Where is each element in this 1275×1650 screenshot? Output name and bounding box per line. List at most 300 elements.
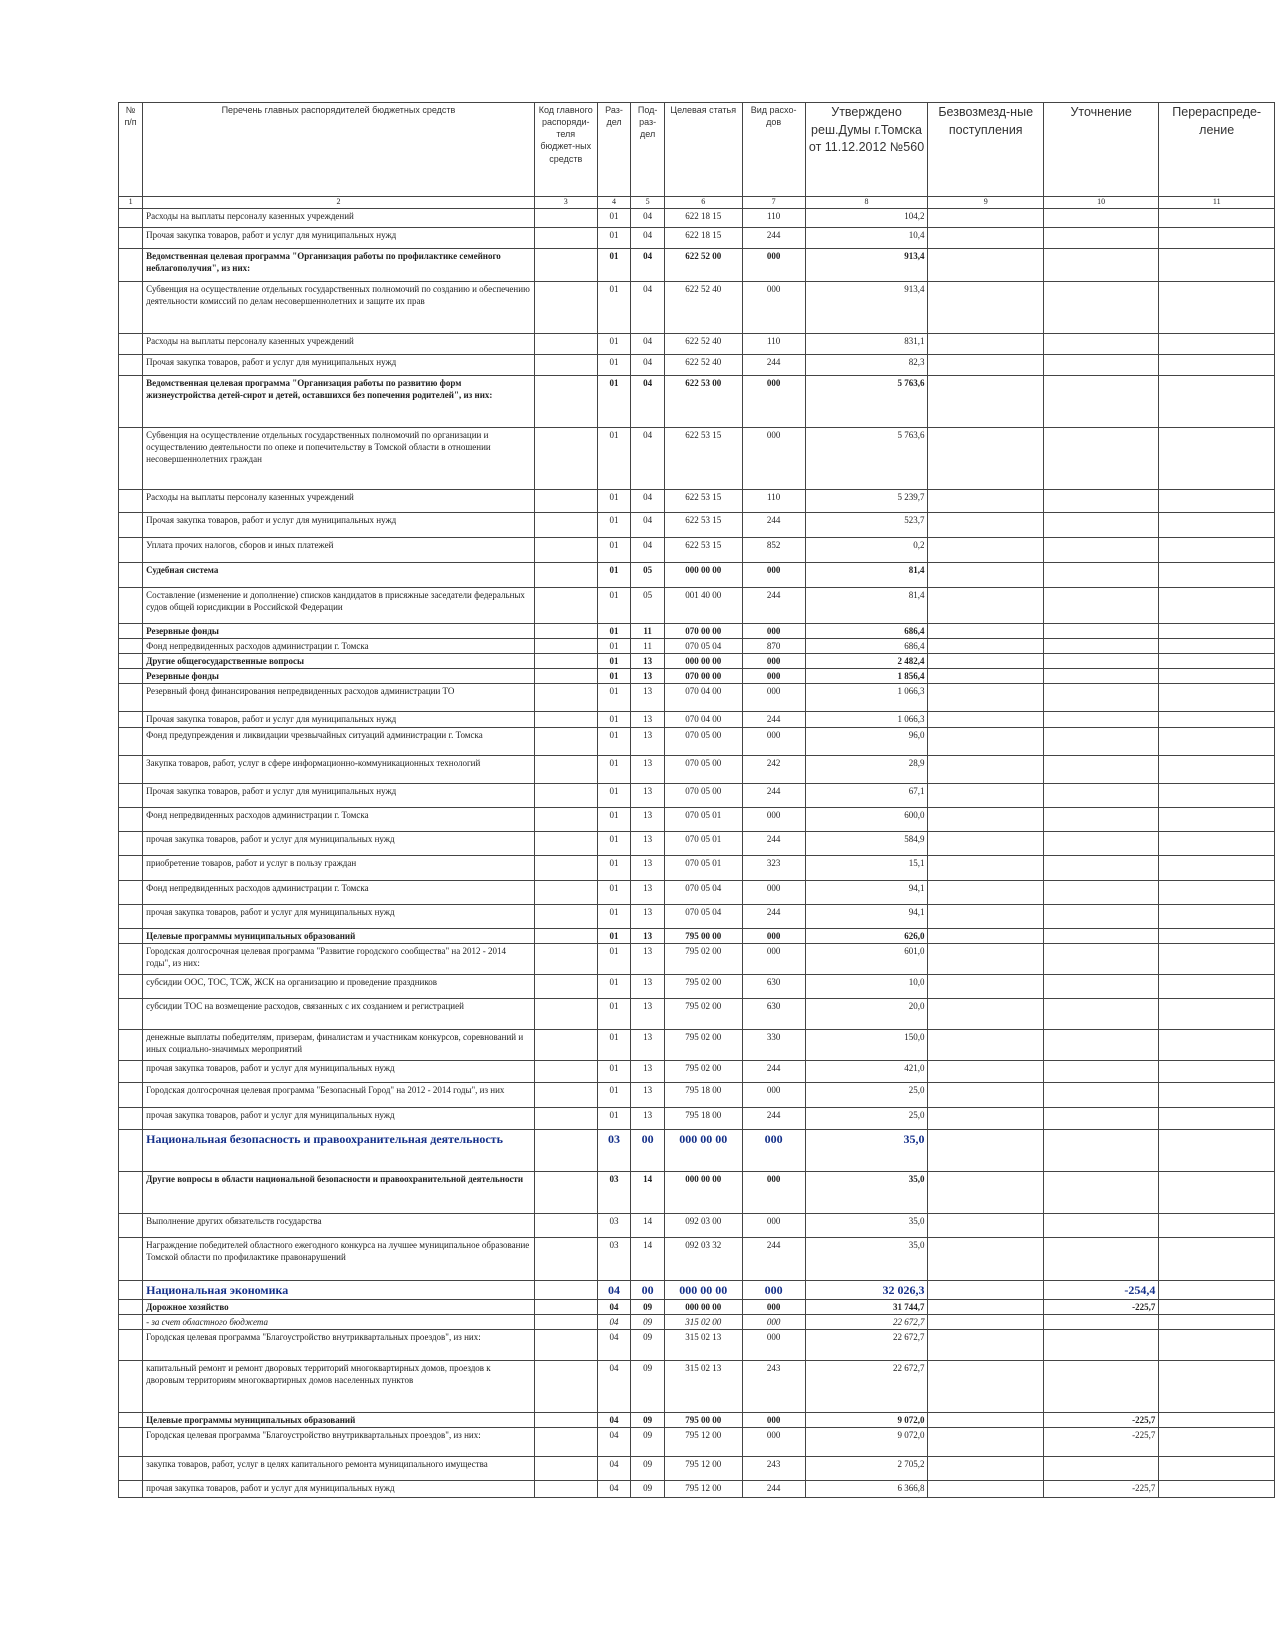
row-gratuitous-cell <box>928 427 1043 489</box>
column-number-row <box>119 197 1275 209</box>
row-clarification-cell <box>1043 943 1158 974</box>
row-name-cell: прочая закупка товаров, работ и услуг для муниципальных нужд <box>143 1107 535 1129</box>
row-razdel-cell: 04 <box>597 1457 631 1481</box>
row-clarification-cell <box>1043 1457 1158 1481</box>
row-expense-type-cell: 000 <box>742 1213 805 1237</box>
row-num-cell <box>119 512 143 537</box>
row-gratuitous-cell <box>928 943 1043 974</box>
row-gratuitous-cell <box>928 1299 1043 1314</box>
row-redistribution-cell <box>1159 1060 1275 1082</box>
row-redistribution-cell <box>1159 1481 1275 1498</box>
row-razdel-cell: 01 <box>597 638 631 653</box>
table-row <box>119 1457 1275 1481</box>
table-row <box>119 807 1275 831</box>
row-redistribution-cell <box>1159 1082 1275 1107</box>
row-target-cell: 070 00 00 <box>664 669 742 684</box>
row-redistribution-cell <box>1159 1299 1275 1314</box>
row-num-cell <box>119 354 143 375</box>
row-code-cell <box>534 1029 597 1060</box>
row-code-cell <box>534 943 597 974</box>
row-expense-type-cell: 000 <box>742 1428 805 1457</box>
row-podrazdel-cell: 13 <box>631 1107 665 1129</box>
row-target-cell: 795 02 00 <box>664 1029 742 1060</box>
row-razdel-cell: 04 <box>597 1481 631 1498</box>
row-code-cell <box>534 489 597 512</box>
row-expense-type-cell: 000 <box>742 880 805 904</box>
table-row <box>119 1237 1275 1280</box>
row-podrazdel-cell: 04 <box>631 489 665 512</box>
row-clarification-cell <box>1043 684 1158 712</box>
row-code-cell <box>534 587 597 623</box>
row-name-cell: Расходы на выплаты персоналу казенных учреждений <box>143 489 535 512</box>
row-approved-cell: 1 856,4 <box>805 669 928 684</box>
row-approved-cell: 82,3 <box>805 354 928 375</box>
row-expense-type-cell: 323 <box>742 855 805 880</box>
row-gratuitous-cell <box>928 562 1043 587</box>
row-target-cell: 315 02 13 <box>664 1361 742 1413</box>
row-expense-type-cell: 000 <box>742 1330 805 1361</box>
row-name-cell: Выполнение других обязательств государства <box>143 1213 535 1237</box>
row-num-cell <box>119 1330 143 1361</box>
row-gratuitous-cell <box>928 654 1043 669</box>
header-approved: Утверждено реш.Думы г.Томска от 11.12.2012 №560 <box>805 103 928 197</box>
row-num-cell <box>119 712 143 727</box>
row-code-cell <box>534 855 597 880</box>
row-num-cell <box>119 1129 143 1171</box>
row-podrazdel-cell: 11 <box>631 638 665 653</box>
row-target-cell: 795 12 00 <box>664 1481 742 1498</box>
row-gratuitous-cell <box>928 1361 1043 1413</box>
row-podrazdel-cell: 14 <box>631 1237 665 1280</box>
row-clarification-cell <box>1043 333 1158 354</box>
row-podrazdel-cell: 13 <box>631 998 665 1029</box>
row-name-cell: прочая закупка товаров, работ и услуг для муниципальных нужд <box>143 831 535 855</box>
row-clarification-cell: -225,7 <box>1043 1481 1158 1498</box>
row-name-cell: прочая закупка товаров, работ и услуг для муниципальных нужд <box>143 1481 535 1498</box>
table-row <box>119 998 1275 1029</box>
row-code-cell <box>534 712 597 727</box>
row-target-cell: 070 05 04 <box>664 880 742 904</box>
row-clarification-cell <box>1043 248 1158 281</box>
row-name-cell: Фонд непредвиденных расходов администрации г. Томска <box>143 880 535 904</box>
row-code-cell <box>534 281 597 333</box>
row-expense-type-cell: 000 <box>742 928 805 943</box>
row-clarification-cell <box>1043 1361 1158 1413</box>
row-clarification-cell <box>1043 281 1158 333</box>
row-podrazdel-cell: 09 <box>631 1361 665 1413</box>
row-razdel-cell: 01 <box>597 227 631 248</box>
table-row <box>119 281 1275 333</box>
row-approved-cell: 523,7 <box>805 512 928 537</box>
row-gratuitous-cell <box>928 669 1043 684</box>
row-clarification-cell <box>1043 512 1158 537</box>
row-podrazdel-cell: 13 <box>631 1082 665 1107</box>
row-clarification-cell <box>1043 587 1158 623</box>
row-redistribution-cell <box>1159 562 1275 587</box>
row-expense-type-cell: 000 <box>742 1129 805 1171</box>
header-gratuitous: Безвозмезд-ные поступления <box>928 103 1043 197</box>
row-approved-cell: 22 672,7 <box>805 1361 928 1413</box>
row-expense-type-cell: 244 <box>742 783 805 807</box>
row-target-cell: 070 04 00 <box>664 712 742 727</box>
row-num-cell <box>119 1171 143 1213</box>
row-approved-cell: 35,0 <box>805 1171 928 1213</box>
row-name-cell: капитальный ремонт и ремонт дворовых территорий многоквартирных домов, проездов к дворовым территориям многоквартирных домов населенных пунктов <box>143 1361 535 1413</box>
header-redistribution: Перераспреде-ление <box>1159 103 1275 197</box>
table-row <box>119 623 1275 638</box>
row-code-cell <box>534 248 597 281</box>
row-name-cell: Субвенция на осуществление отдельных государственных полномочий по созданию и обеспечению деятельности комиссий по делам несовершеннолетних и защите их прав <box>143 281 535 333</box>
row-approved-cell: 104,2 <box>805 208 928 227</box>
row-gratuitous-cell <box>928 712 1043 727</box>
row-name-cell: Фонд предупреждения и ликвидации чрезвычайных ситуаций администрации г. Томска <box>143 727 535 755</box>
row-clarification-cell <box>1043 1029 1158 1060</box>
row-podrazdel-cell: 09 <box>631 1413 665 1428</box>
row-gratuitous-cell <box>928 227 1043 248</box>
table-row <box>119 783 1275 807</box>
row-target-cell: 070 05 04 <box>664 904 742 928</box>
table-row <box>119 831 1275 855</box>
row-num-cell <box>119 880 143 904</box>
row-expense-type-cell: 000 <box>742 669 805 684</box>
row-gratuitous-cell <box>928 638 1043 653</box>
row-name-cell: Прочая закупка товаров, работ и услуг для муниципальных нужд <box>143 783 535 807</box>
row-podrazdel-cell: 05 <box>631 587 665 623</box>
row-target-cell: 070 05 00 <box>664 755 742 783</box>
row-code-cell <box>534 1299 597 1314</box>
row-num-cell <box>119 1107 143 1129</box>
row-name-cell: Другие вопросы в области национальной безопасности и правоохранительной деятельности <box>143 1171 535 1213</box>
row-approved-cell: 32 026,3 <box>805 1280 928 1299</box>
row-clarification-cell <box>1043 1213 1158 1237</box>
row-name-cell: Ведомственная целевая программа "Организация работы по профилактике семейного неблагополучия", из них: <box>143 248 535 281</box>
row-approved-cell: 2 705,2 <box>805 1457 928 1481</box>
row-razdel-cell: 04 <box>597 1299 631 1314</box>
header-clarification: Уточнение <box>1043 103 1158 197</box>
row-code-cell <box>534 684 597 712</box>
row-redistribution-cell <box>1159 1129 1275 1171</box>
row-podrazdel-cell: 04 <box>631 537 665 562</box>
row-target-cell: 000 00 00 <box>664 1299 742 1314</box>
row-num-cell <box>119 587 143 623</box>
row-code-cell <box>534 831 597 855</box>
row-redistribution-cell <box>1159 998 1275 1029</box>
table-row <box>119 974 1275 998</box>
row-target-cell: 622 52 40 <box>664 333 742 354</box>
row-gratuitous-cell <box>928 281 1043 333</box>
row-num-cell <box>119 1029 143 1060</box>
header-podrazdel: Под-раз-дел <box>631 103 665 197</box>
row-expense-type-cell: 244 <box>742 512 805 537</box>
row-name-cell: Резервный фонд финансирования непредвиденных расходов администрации ТО <box>143 684 535 712</box>
table-row <box>119 537 1275 562</box>
row-gratuitous-cell <box>928 1280 1043 1299</box>
row-redistribution-cell <box>1159 904 1275 928</box>
table-row <box>119 1129 1275 1171</box>
row-num-cell <box>119 943 143 974</box>
row-name-cell: Другие общегосударственные вопросы <box>143 654 535 669</box>
row-expense-type-cell: 000 <box>742 1280 805 1299</box>
row-num-cell <box>119 427 143 489</box>
row-target-cell: 000 00 00 <box>664 562 742 587</box>
row-expense-type-cell: 244 <box>742 904 805 928</box>
budget-table <box>118 102 1275 1498</box>
row-razdel-cell: 01 <box>597 281 631 333</box>
row-podrazdel-cell: 13 <box>631 712 665 727</box>
row-approved-cell: 25,0 <box>805 1107 928 1129</box>
row-num-cell <box>119 375 143 427</box>
row-name-cell: Составление (изменение и дополнение) списков кандидатов в присяжные заседатели федеральных судов общей юрисдикции в Российской Федерации <box>143 587 535 623</box>
row-razdel-cell: 04 <box>597 1314 631 1329</box>
row-podrazdel-cell: 13 <box>631 654 665 669</box>
row-gratuitous-cell <box>928 1171 1043 1213</box>
row-redistribution-cell <box>1159 1413 1275 1428</box>
row-clarification-cell <box>1043 1129 1158 1171</box>
row-podrazdel-cell: 09 <box>631 1481 665 1498</box>
row-clarification-cell <box>1043 928 1158 943</box>
row-code-cell <box>534 783 597 807</box>
table-row <box>119 1413 1275 1428</box>
row-name-cell: Фонд непредвиденных расходов администрации г. Томска <box>143 807 535 831</box>
row-approved-cell: 5 763,6 <box>805 427 928 489</box>
row-clarification-cell <box>1043 880 1158 904</box>
row-razdel-cell: 01 <box>597 974 631 998</box>
row-approved-cell: 5 239,7 <box>805 489 928 512</box>
row-gratuitous-cell <box>928 537 1043 562</box>
row-clarification-cell <box>1043 1060 1158 1082</box>
row-target-cell: 070 00 00 <box>664 623 742 638</box>
row-num-cell <box>119 904 143 928</box>
row-gratuitous-cell <box>928 1314 1043 1329</box>
row-expense-type-cell: 000 <box>742 623 805 638</box>
row-target-cell: 795 18 00 <box>664 1107 742 1129</box>
row-razdel-cell: 03 <box>597 1213 631 1237</box>
row-gratuitous-cell <box>928 783 1043 807</box>
row-redistribution-cell <box>1159 281 1275 333</box>
row-num-cell <box>119 998 143 1029</box>
row-code-cell <box>534 1082 597 1107</box>
row-podrazdel-cell: 00 <box>631 1129 665 1171</box>
col-number: 2 <box>143 197 535 209</box>
table-row <box>119 638 1275 653</box>
row-code-cell <box>534 333 597 354</box>
row-podrazdel-cell: 11 <box>631 623 665 638</box>
row-redistribution-cell <box>1159 1314 1275 1329</box>
row-target-cell: 622 53 15 <box>664 427 742 489</box>
row-expense-type-cell: 243 <box>742 1361 805 1413</box>
row-razdel-cell: 04 <box>597 1361 631 1413</box>
row-target-cell: 070 05 01 <box>664 855 742 880</box>
row-clarification-cell <box>1043 1314 1158 1329</box>
row-target-cell: 070 05 01 <box>664 807 742 831</box>
row-target-cell: 622 53 15 <box>664 512 742 537</box>
row-approved-cell: 67,1 <box>805 783 928 807</box>
row-gratuitous-cell <box>928 928 1043 943</box>
row-name-cell: Городская долгосрочная целевая программа "Развитие городского сообщества" на 2012 - 2014 годы", из них: <box>143 943 535 974</box>
row-clarification-cell: -225,7 <box>1043 1413 1158 1428</box>
row-podrazdel-cell: 04 <box>631 281 665 333</box>
table-row <box>119 1481 1275 1498</box>
row-redistribution-cell <box>1159 974 1275 998</box>
row-razdel-cell: 01 <box>597 831 631 855</box>
row-target-cell: 000 00 00 <box>664 1129 742 1171</box>
row-clarification-cell: -254,4 <box>1043 1280 1158 1299</box>
row-razdel-cell: 03 <box>597 1171 631 1213</box>
row-approved-cell: 28,9 <box>805 755 928 783</box>
row-expense-type-cell: 242 <box>742 755 805 783</box>
row-name-cell: Национальная экономика <box>143 1280 535 1299</box>
row-code-cell <box>534 208 597 227</box>
row-redistribution-cell <box>1159 684 1275 712</box>
row-expense-type-cell: 000 <box>742 1299 805 1314</box>
row-approved-cell: 15,1 <box>805 855 928 880</box>
row-num-cell <box>119 1237 143 1280</box>
row-num-cell <box>119 855 143 880</box>
row-code-cell <box>534 375 597 427</box>
row-gratuitous-cell <box>928 375 1043 427</box>
row-name-cell: Дорожное хозяйство <box>143 1299 535 1314</box>
row-expense-type-cell: 000 <box>742 1171 805 1213</box>
row-expense-type-cell: 243 <box>742 1457 805 1481</box>
row-razdel-cell: 01 <box>597 904 631 928</box>
row-code-cell <box>534 1457 597 1481</box>
row-expense-type-cell: 000 <box>742 654 805 669</box>
table-row <box>119 208 1275 227</box>
row-name-cell: субсидии ТОС на возмещение расходов, связанных с их созданием и регистрацией <box>143 998 535 1029</box>
row-approved-cell: 35,0 <box>805 1129 928 1171</box>
row-podrazdel-cell: 14 <box>631 1171 665 1213</box>
row-approved-cell: 96,0 <box>805 727 928 755</box>
row-code-cell <box>534 807 597 831</box>
row-approved-cell: 1 066,3 <box>805 684 928 712</box>
row-target-cell: 001 40 00 <box>664 587 742 623</box>
row-expense-type-cell: 244 <box>742 1237 805 1280</box>
row-podrazdel-cell: 04 <box>631 375 665 427</box>
row-name-cell: Прочая закупка товаров, работ и услуг для муниципальных нужд <box>143 712 535 727</box>
row-podrazdel-cell: 00 <box>631 1280 665 1299</box>
row-name-cell: Расходы на выплаты персоналу казенных учреждений <box>143 333 535 354</box>
row-target-cell: 795 00 00 <box>664 928 742 943</box>
row-num-cell <box>119 807 143 831</box>
row-approved-cell: 94,1 <box>805 880 928 904</box>
row-expense-type-cell: 000 <box>742 727 805 755</box>
row-expense-type-cell: 852 <box>742 537 805 562</box>
row-razdel-cell: 01 <box>597 755 631 783</box>
col-number: 6 <box>664 197 742 209</box>
row-name-cell: Награждение победителей областного ежегодного конкурса на лучшее муниципальное образование Томской области по профилактике правонарушений <box>143 1237 535 1280</box>
row-expense-type-cell: 244 <box>742 831 805 855</box>
row-num-cell <box>119 1361 143 1413</box>
row-redistribution-cell <box>1159 755 1275 783</box>
col-number: 4 <box>597 197 631 209</box>
row-podrazdel-cell: 13 <box>631 904 665 928</box>
row-clarification-cell <box>1043 1237 1158 1280</box>
header-name: Перечень главных распорядителей бюджетных средств <box>143 103 535 197</box>
row-podrazdel-cell: 04 <box>631 427 665 489</box>
row-expense-type-cell: 244 <box>742 1481 805 1498</box>
row-razdel-cell: 01 <box>597 669 631 684</box>
row-razdel-cell: 03 <box>597 1129 631 1171</box>
row-expense-type-cell: 000 <box>742 684 805 712</box>
row-podrazdel-cell: 04 <box>631 208 665 227</box>
row-gratuitous-cell <box>928 248 1043 281</box>
row-num-cell <box>119 1428 143 1457</box>
row-razdel-cell: 01 <box>597 998 631 1029</box>
row-code-cell <box>534 354 597 375</box>
table-row <box>119 1280 1275 1299</box>
row-razdel-cell: 01 <box>597 208 631 227</box>
row-target-cell: 622 53 00 <box>664 375 742 427</box>
row-approved-cell: 600,0 <box>805 807 928 831</box>
row-podrazdel-cell: 13 <box>631 727 665 755</box>
row-redistribution-cell <box>1159 333 1275 354</box>
col-number: 9 <box>928 197 1043 209</box>
row-podrazdel-cell: 09 <box>631 1457 665 1481</box>
row-approved-cell: 686,4 <box>805 638 928 653</box>
row-name-cell: Целевые программы муниципальных образований <box>143 1413 535 1428</box>
row-podrazdel-cell: 09 <box>631 1428 665 1457</box>
row-approved-cell: 0,2 <box>805 537 928 562</box>
row-gratuitous-cell <box>928 489 1043 512</box>
row-name-cell: приобретение товаров, работ и услуг в пользу граждан <box>143 855 535 880</box>
row-expense-type-cell: 000 <box>742 807 805 831</box>
table-row <box>119 512 1275 537</box>
table-row <box>119 684 1275 712</box>
row-approved-cell: 22 672,7 <box>805 1330 928 1361</box>
row-code-cell <box>534 998 597 1029</box>
row-podrazdel-cell: 13 <box>631 943 665 974</box>
row-podrazdel-cell: 13 <box>631 974 665 998</box>
table-row <box>119 1428 1275 1457</box>
row-razdel-cell: 01 <box>597 943 631 974</box>
table-row <box>119 855 1275 880</box>
row-gratuitous-cell <box>928 1082 1043 1107</box>
row-name-cell: Резервные фонды <box>143 623 535 638</box>
col-number: 11 <box>1159 197 1275 209</box>
row-clarification-cell <box>1043 623 1158 638</box>
row-code-cell <box>534 1107 597 1129</box>
row-razdel-cell: 01 <box>597 512 631 537</box>
row-num-cell <box>119 974 143 998</box>
row-redistribution-cell <box>1159 1361 1275 1413</box>
row-num-cell <box>119 623 143 638</box>
row-approved-cell: 81,4 <box>805 562 928 587</box>
table-row <box>119 1029 1275 1060</box>
row-gratuitous-cell <box>928 333 1043 354</box>
row-target-cell: 092 03 32 <box>664 1237 742 1280</box>
row-name-cell: Городская целевая программа "Благоустройство внутриквартальных проездов", из них: <box>143 1428 535 1457</box>
row-code-cell <box>534 755 597 783</box>
row-name-cell: прочая закупка товаров, работ и услуг для муниципальных нужд <box>143 1060 535 1082</box>
row-redistribution-cell <box>1159 248 1275 281</box>
row-name-cell: прочая закупка товаров, работ и услуг для муниципальных нужд <box>143 904 535 928</box>
row-razdel-cell: 01 <box>597 333 631 354</box>
row-razdel-cell: 01 <box>597 783 631 807</box>
row-num-cell <box>119 684 143 712</box>
row-razdel-cell: 01 <box>597 562 631 587</box>
row-target-cell: 622 53 15 <box>664 489 742 512</box>
table-row <box>119 1314 1275 1329</box>
row-approved-cell: 421,0 <box>805 1060 928 1082</box>
row-razdel-cell: 01 <box>597 587 631 623</box>
table-row <box>119 1107 1275 1129</box>
row-clarification-cell <box>1043 755 1158 783</box>
header-expense-type: Вид расхо-дов <box>742 103 805 197</box>
row-num-cell <box>119 1060 143 1082</box>
row-redistribution-cell <box>1159 1029 1275 1060</box>
table-row <box>119 333 1275 354</box>
row-razdel-cell: 01 <box>597 489 631 512</box>
